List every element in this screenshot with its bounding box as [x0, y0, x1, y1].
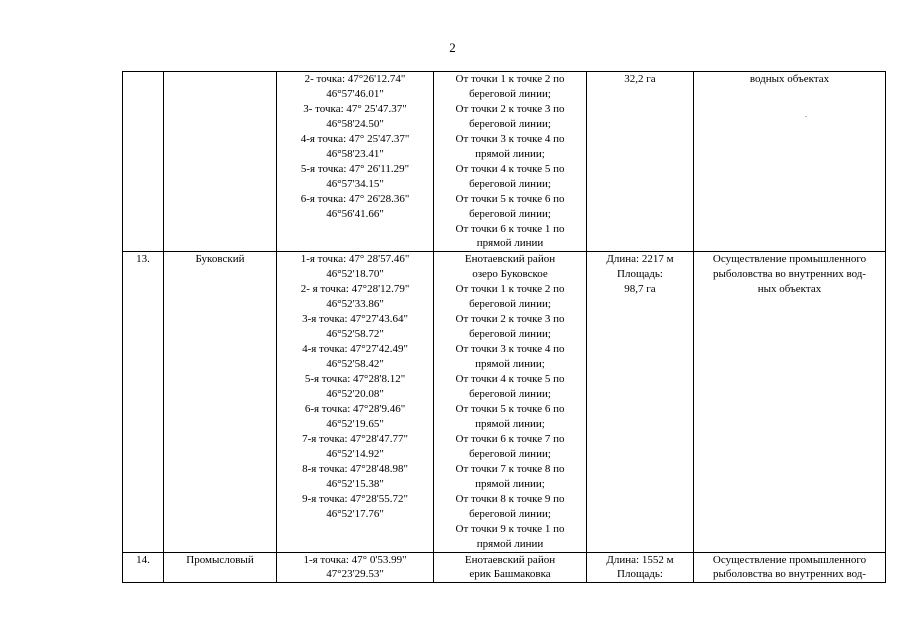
cell-line: 47°23'29.53": [326, 568, 384, 581]
cell-line: От точки 5 к точке 6 по: [455, 402, 565, 415]
cell-line: 98,7 га: [624, 283, 656, 296]
cell-line: От точки 6 к точке 1 по: [455, 222, 565, 235]
cell-line: 9-я точка: 47°28'55.72": [302, 492, 408, 505]
purpose-cell: [694, 252, 886, 552]
cell-line: ных объектах: [757, 283, 822, 296]
cell-line: 46°57'46.01": [326, 87, 384, 100]
cell-line: 5-я точка: 47°28'8.12": [304, 373, 406, 386]
purpose-cell: [694, 72, 886, 252]
cell-line: От точки 6 к точке 7 по: [455, 432, 565, 445]
cell-line: От точки 3 к точке 4 по: [455, 343, 565, 356]
cell-line: ерик Башмаковка: [469, 568, 551, 581]
cell-line: рыболовства во внутренних вод-: [712, 568, 867, 581]
cell-line: водных объектах: [749, 73, 830, 85]
cell-line: 46°52'18.70": [326, 268, 384, 281]
boundary-description-cell: [434, 552, 587, 583]
area-name-cell: [164, 252, 277, 552]
cell-line: 46°58'24.50": [326, 117, 384, 130]
cell-line: От точки 8 к точке 9 по: [455, 492, 565, 505]
row-number-cell: [123, 552, 164, 583]
cell-line: 2- я точка: 47°28'12.79": [300, 283, 410, 296]
table-row: [123, 552, 886, 583]
coordinates-cell: [277, 252, 434, 552]
cell-line: Длина: 2217 м: [606, 253, 674, 266]
boundary-description-cell: [434, 72, 587, 252]
cell-line: береговой линии;: [469, 298, 551, 311]
cell-line: От точки 4 к точке 5 по: [455, 373, 565, 386]
cell-line: 4-я точка: 47°27'42.49": [302, 343, 408, 356]
cell-line: 3- точка: 47° 25'47.37": [303, 102, 407, 115]
cell-line: прямой линии: [476, 537, 544, 550]
cell-line: 3-я точка: 47°27'43.64": [302, 313, 408, 326]
coordinates-cell: [277, 552, 434, 583]
cell-line: 4-я точка: 47° 25'47.37": [300, 132, 410, 145]
cell-text: Буковский: [195, 253, 245, 266]
cell-line: От точки 5 к точке 6 по: [455, 192, 565, 205]
cell-line: 46°52'15.38": [326, 477, 384, 490]
coordinates-cell: [277, 72, 434, 252]
cell-line: прямой линии;: [475, 358, 545, 371]
cell-line: береговой линии;: [469, 328, 551, 341]
cell-line: 7-я точка: 47°28'47.77": [302, 432, 408, 445]
cell-line: 6-я точка: 47°28'9.46": [304, 402, 406, 415]
cell-line: прямой линии;: [475, 477, 545, 490]
cell-line: береговой линии;: [469, 177, 551, 190]
cell-line: От точки 1 к точке 2 по: [455, 73, 565, 85]
area-size-cell: [587, 552, 694, 583]
cell-line: береговой линии;: [469, 447, 551, 460]
cell-line: береговой линии;: [469, 388, 551, 401]
cell-line: 2- точка: 47°26'12.74": [304, 73, 406, 85]
cell-line: От точки 1 к точке 2 по: [455, 283, 565, 296]
cell-line: 46°52'17.76": [326, 507, 384, 520]
cell-line: береговой линии;: [469, 117, 551, 130]
cell-line: 46°52'58.42": [326, 358, 384, 371]
cell-line: 6-я точка: 47° 26'28.36": [300, 192, 410, 205]
cell-line: От точки 2 к точке 3 по: [455, 102, 565, 115]
cell-line: 46°58'23.41": [326, 147, 384, 160]
table-body: [123, 72, 886, 583]
cell-line: 5-я точка: 47° 26'11.29": [300, 162, 410, 175]
area-size-cell: [587, 252, 694, 552]
area-name-cell: [164, 72, 277, 252]
cell-line: 1-я точка: 47° 28'57.46": [300, 253, 410, 266]
cell-line: 46°52'20.08": [326, 388, 384, 401]
cell-line: рыболовства во внутренних вод-: [712, 268, 867, 281]
cell-line: Енотаевский район: [464, 253, 556, 266]
cell-line: От точки 2 к точке 3 по: [455, 313, 565, 326]
cell-line: береговой линии;: [469, 507, 551, 520]
cell-line: береговой линии;: [469, 207, 551, 220]
boundary-description-cell: [434, 252, 587, 552]
cell-line: береговой линии;: [469, 87, 551, 100]
cell-line: прямой линии;: [475, 147, 545, 160]
cell-line: 46°52'58.72": [326, 328, 384, 341]
cell-line: 32,2 га: [624, 73, 656, 85]
cell-text: 13.: [136, 253, 150, 266]
fishing-areas-table: [122, 71, 886, 583]
purpose-cell: [694, 552, 886, 583]
cell-text: Промысловый: [186, 553, 254, 566]
cell-line: От точки 4 к точке 5 по: [455, 162, 565, 175]
cell-line: Енотаевский район: [464, 553, 556, 566]
cell-line: прямой линии;: [475, 417, 545, 430]
cell-line: 46°52'14.92": [326, 447, 384, 460]
cell-line: Длина: 1552 м: [606, 553, 674, 566]
page-number: 2: [449, 40, 456, 55]
cell-line: Площадь:: [617, 268, 663, 281]
cell-line: Площадь:: [617, 568, 663, 581]
cell-line: 46°52'33.86": [326, 298, 384, 311]
cell-line: 46°52'19.65": [326, 417, 384, 430]
row-number-cell: [123, 252, 164, 552]
cell-line: 8-я точка: 47°28'48.98": [302, 462, 408, 475]
table-row: [123, 72, 886, 252]
table-row: [123, 252, 886, 552]
cell-line: От точки 7 к точке 8 по: [455, 462, 565, 475]
area-size-cell: [587, 72, 694, 252]
cell-line: 1-я точка: 47° 0'53.99": [303, 553, 407, 566]
cell-line: 46°57'34.15": [326, 177, 384, 190]
cell-line: прямой линии: [476, 237, 544, 250]
cell-line: Осуществление промышленного: [712, 553, 867, 566]
cell-line: 46°56'41.66": [326, 207, 384, 220]
row-number-cell: [123, 72, 164, 252]
cell-line: От точки 9 к точке 1 по: [455, 522, 565, 535]
cell-line: озеро Буковское: [472, 268, 548, 281]
cell-line: От точки 3 к точке 4 по: [455, 132, 565, 145]
cell-line: Осуществление промышленного: [712, 253, 867, 266]
cell-text: 14.: [136, 553, 150, 566]
area-name-cell: [164, 552, 277, 583]
